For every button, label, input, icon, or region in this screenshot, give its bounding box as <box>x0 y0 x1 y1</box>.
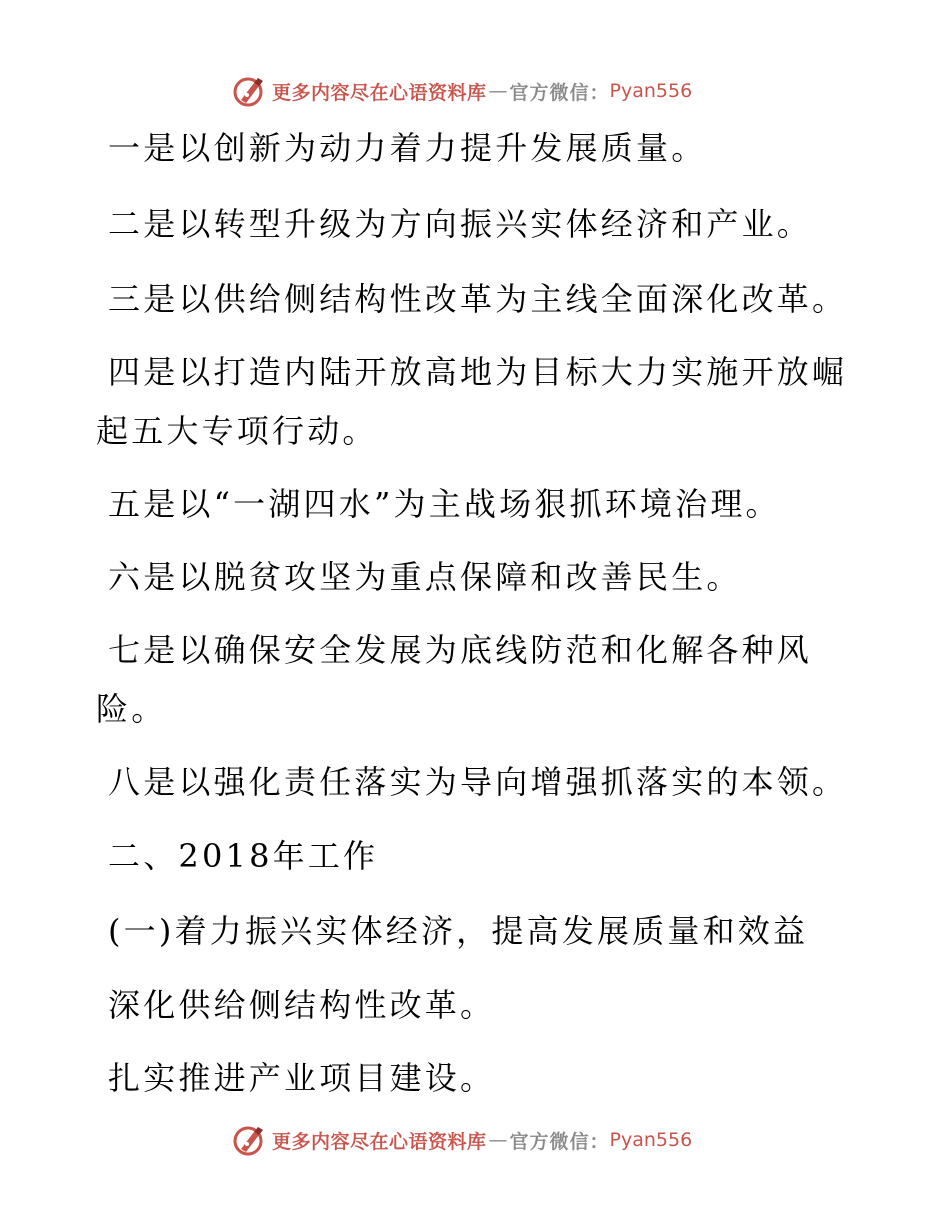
watermark-wechat-id: Pyan556 <box>609 1129 693 1151</box>
paragraph-line: 深化供给侧结构性改革。 <box>108 986 496 1024</box>
paragraph-line: 七是以确保安全发展为底线防范和化解各种风 <box>108 631 813 669</box>
paragraph-line: 四是以打造内陆开放高地为目标大力实施开放崛 <box>108 353 848 391</box>
pen-logo-icon <box>232 74 266 108</box>
paragraph-line: 一是以创新为动力着力提升发展质量。 <box>108 129 707 167</box>
watermark-wechat-label: 官方微信： <box>509 1130 610 1153</box>
watermark-text: 更多内容尽在心语资料库 <box>272 81 487 104</box>
pen-logo-icon <box>232 1123 266 1157</box>
subsection-heading: (一)着力振兴实体经济，提高发展质量和效益 <box>108 912 809 950</box>
watermark-wechat-id: Pyan556 <box>609 80 693 102</box>
watermark-text: 更多内容尽在心语资料库 <box>272 1130 487 1153</box>
header-watermark <box>232 72 692 110</box>
paragraph-line: 二是以转型升级为方向振兴实体经济和产业。 <box>108 205 813 243</box>
paragraph-line: 五是以“一湖四水”为主战场狠抓环境治理。 <box>108 485 781 523</box>
paragraph-line: 三是以供给侧结构性改革为主线全面深化改革。 <box>108 280 848 318</box>
paragraph-line: 险。 <box>96 690 167 728</box>
paragraph-line: 八是以强化责任落实为导向增强抓落实的本领。 <box>108 763 848 801</box>
watermark-wechat-label: 官方微信： <box>509 81 610 104</box>
watermark-dash: — <box>488 80 508 102</box>
section-heading: 二、2018年工作 <box>108 837 379 875</box>
watermark-dash: — <box>488 1129 508 1151</box>
footer-watermark <box>232 1121 692 1159</box>
paragraph-line: 六是以脱贫攻坚为重点保障和改善民生。 <box>108 558 742 596</box>
paragraph-line: 起五大专项行动。 <box>96 412 378 450</box>
paragraph-line: 扎实推进产业项目建设。 <box>108 1059 496 1097</box>
